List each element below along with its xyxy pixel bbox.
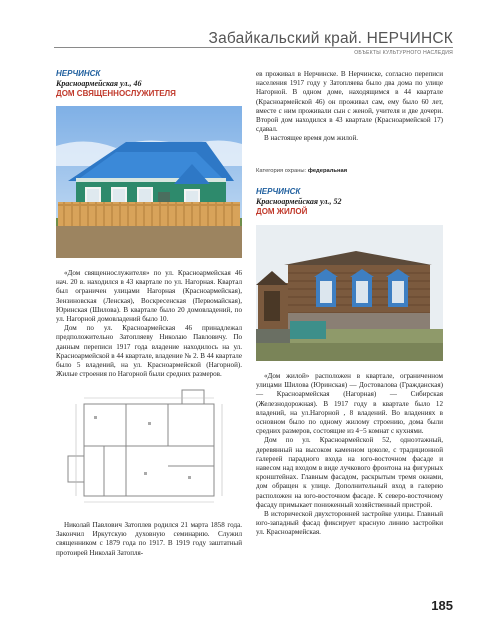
floor-plan-drawing (64, 386, 234, 510)
page-number: 185 (431, 598, 453, 613)
left-entry-heading (56, 69, 236, 99)
right-paragraph: «Дом жилой» расположен в квартале, ограниченном улицами Шилова (Юринская) — Достовалова (Гражданская) — Красноармейская (Нагорная) — Сибирская (Железнодорожная). В 1917 году в квартале было 12 владений, на ул.Нагорной , 8 владений. Во владениях в основном было по одному жилому строению, дома были средних размеров, состоящие из 4−5 комнат с кухнями. (256, 372, 443, 436)
protection-label: Категория охраны: (256, 168, 307, 174)
left-paragraph: Николай Павлович Затоплев родился 21 марта 1858 года. Закончил Иркутскую духовную семинарию. Служил священником с 1879 года по 1917. В 1919 году заштатный протоирей Николай Затопля- (56, 521, 242, 557)
right-address: Красноармейская ул., 52 (256, 197, 342, 206)
protection-category (256, 168, 347, 174)
left-object-name: ДОМ СВЯЩЕННОСЛУЖИТЕЛЯ (56, 89, 176, 98)
left-city-label: НЕРЧИНСК (56, 69, 101, 78)
left-paragraph: «Дом священнослужителя» по ул. Красноармейская 46 нач. 20 в. находился в 43 квартале по ул. Нагорная. Квартал был ограничен улицами Нагорная (Красноармейская), Зензиновская (Ленская), Воскресенская (Первомайская), Юринская (Шилова). В квартале было 20 домовладений, по ул. Нагорной домовладений было 10. (56, 269, 242, 324)
right-paragraph: В настоящее время дом жилой. (264, 134, 359, 143)
right-paragraph: В исторической двухсторонней застройке улицы. Главный юго-западный фасад фиксирует красную линию застройки ул. Красноармейская. (256, 510, 443, 537)
right-city-label: НЕРЧИНСК (256, 187, 301, 196)
left-description-bottom (56, 521, 242, 558)
right-object-name: ДОМ ЖИЛОЙ (256, 207, 308, 216)
photo-priest-house (56, 106, 242, 258)
page-header-subtitle: ОБЪЕКТЫ КУЛЬТУРНОГО НАСЛЕДИЯ (354, 50, 453, 56)
right-description-top (256, 70, 443, 144)
protection-value: федеральная (307, 168, 348, 174)
left-paragraph: Дом по ул. Красноармейская 46 принадлежал предположительно Затопляеву Николаю Павловичу. По данным переписи 1917 года владение находилось на ул. Красноармейской в 44 квартале, владение № 2. В 44 квартале было 5 владений, на ул. Красноармейской (Нагорной). Жилые строения по Нагорной были средних размеров. (56, 324, 242, 379)
left-description (56, 269, 242, 379)
right-entry-heading (256, 187, 443, 217)
right-paragraph: Дом по ул. Красноармейской 52, одноэтажный, деревянный на высоком каменном цоколе, с традиционной галереей парадного входа на юго-восточном фасаде и навесом над входом в виде лучкового фронтона на фигурных кронштейнах. Главным фасадом, раскрытым тремя окнами, дом обращен к улице. Дополнительный вход в галерею расположен на юго-восточном фасаде. К северо-восточному фасаду примыкает пониженный хозяйственный пристрой. (256, 436, 443, 509)
page-header-title: Забайкальский край. НЕРЧИНСК (208, 30, 453, 47)
photo-residential-house (256, 225, 443, 361)
right-paragraph: ев проживал в Нерчинске. В Нерчинске, согласно переписи населения 1917 году у Затопляева было два дома по улице Нагорной. В одном доме, находящимся в 44 квартале (Красноармейской 46) он проживал сам, ему было 60 лет, вместе с ним проживали сын с женой, учителя и две дочери. Второй дом находился в 43 квартале (Красноармейской 17) сдавал. (256, 70, 443, 134)
left-address: Красноармейская ул., 46 (56, 79, 142, 88)
right-description-bottom (256, 372, 443, 538)
header-rule (54, 47, 453, 48)
